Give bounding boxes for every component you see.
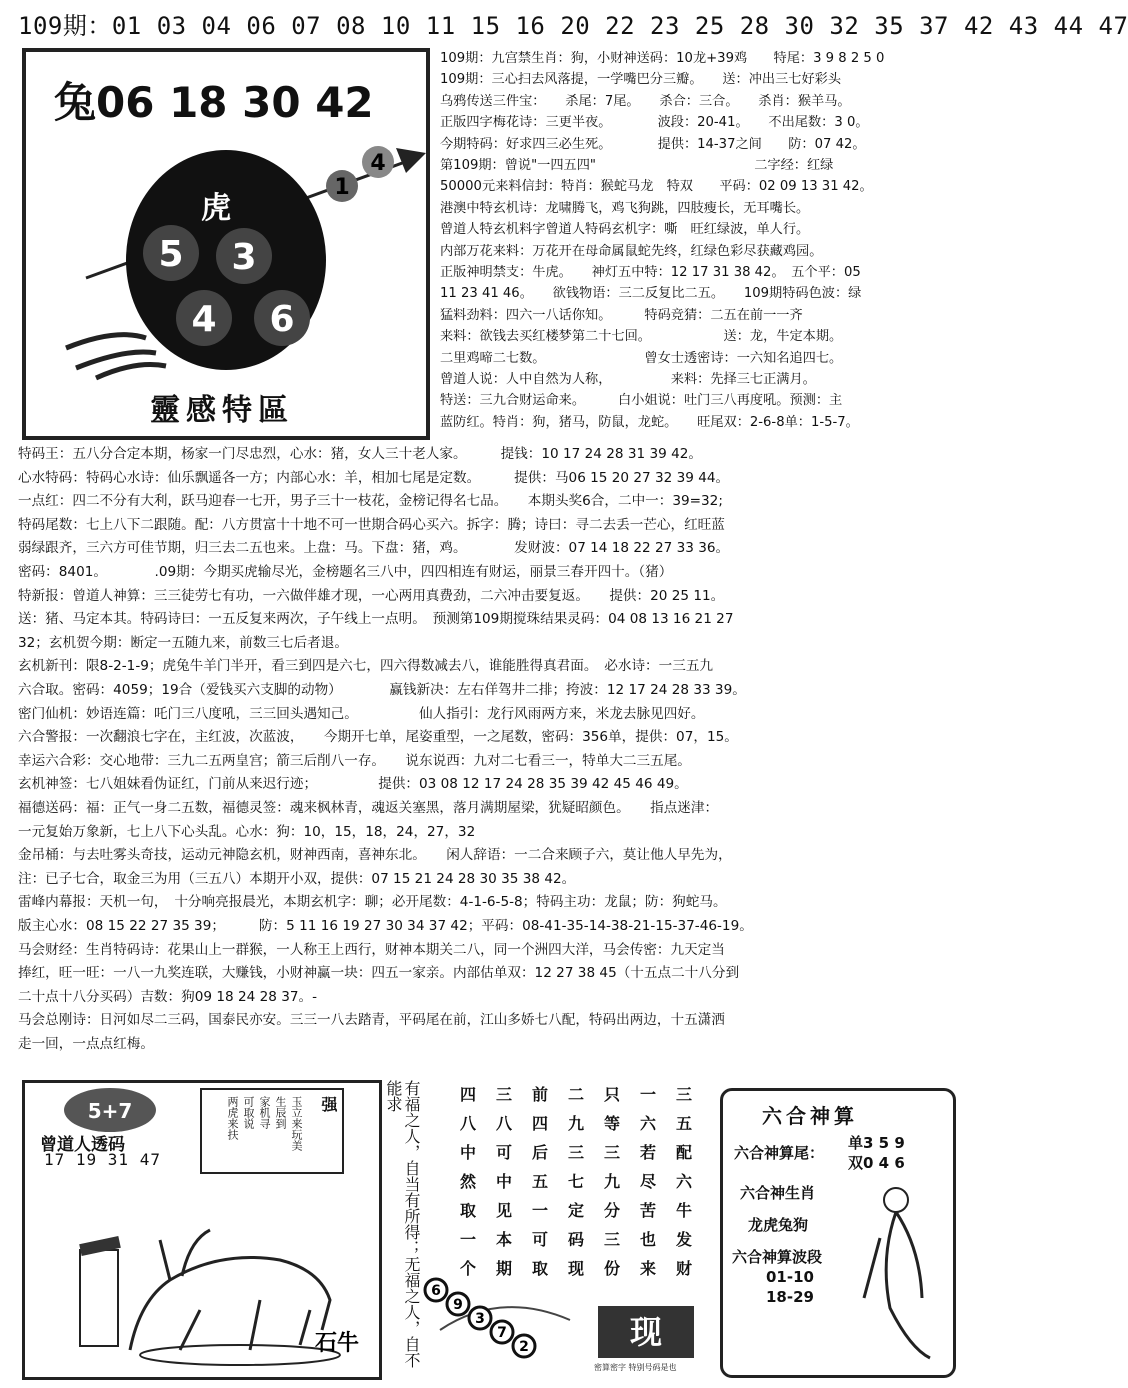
ox-caption: 石牛 [315, 1331, 360, 1356]
logo-center-char: 虎 [201, 191, 231, 226]
ball-6 [254, 290, 310, 346]
stamp: 现 [598, 1306, 694, 1358]
poem-char: 然 [459, 1172, 476, 1191]
svg-text:4: 4 [370, 151, 386, 176]
poem-char: 只 [603, 1085, 620, 1104]
svg-text:9: 9 [453, 1297, 463, 1313]
logo-graphic [26, 128, 426, 388]
right-line: 港澳中特玄机诗：龙啸腾飞，鸡飞狗跳，四肢瘦长，无耳嘴长。 [440, 200, 810, 216]
text-line: 六合取。密码：4059；19合（爱钱买六支脚的动物） 赢钱新决：左右佯驾井二排；挎波：12 17 24 28 33 39。 [18, 682, 746, 698]
ball-4 [176, 290, 232, 346]
svg-text:7: 7 [497, 1325, 507, 1341]
poem-char: 六 [639, 1114, 656, 1133]
lhs-tail-double: 双0 4 6 [848, 1154, 905, 1172]
text-line: 32；玄机贺今期：断定一五随九来，前数三七后者退。 [18, 634, 348, 651]
poem-char: 中 [459, 1143, 476, 1162]
text-line: 注：已子七合，取金三为用（三五八）本期开小双，提供：07 15 21 24 28 30 35 38 42。 [18, 870, 576, 887]
right-line: 109期：三心扫去风落提，一学嘴巴分三瓣。 送：冲出三七好彩头 [440, 72, 842, 88]
text-line: 幸运六合彩：交心地带：三九二五两皇宫；箭三后削八一存。 说东说西：九对二七看三一，特单大二三五尾。 [18, 752, 691, 769]
lucky-ball [447, 1293, 469, 1315]
text-line: 一点红：四二不分有大利，跃马迎春一七开，男子三十一枝花，金榜记得名七品。 本期头奖6合，二中一：39=32; [18, 493, 723, 510]
poem-char: 尽 [639, 1172, 656, 1191]
right-line: 来料：欲钱去买红楼梦第二十七回。 送：龙，牛定本期。 [440, 329, 843, 345]
lhs-tail-single: 单3 5 9 [848, 1134, 905, 1152]
poem-char: 八 [459, 1114, 476, 1133]
right-line: 曾道人特玄机料字曾道人特码玄机字：嘶 旺红绿波，单人行。 [440, 222, 810, 238]
text-line: 特新报：曾道人神算：三三徒劳七有功，一六做伴雄才现，一心两用真费劲，二六冲击要复返。 提供：20 25 11。 [18, 587, 725, 604]
svg-text:5: 5 [158, 234, 184, 275]
lucky-balls [425, 1279, 535, 1357]
text-line: 二十点十八分买码）吉数：狗09 18 24 28 37。- [18, 988, 317, 1005]
right-line: 50000元来料信封：特肖：猴蛇马龙 特双 平码：02 09 13 31 42。 [440, 179, 873, 195]
balls-row [420, 1270, 580, 1380]
poem-char: 可 [531, 1230, 548, 1249]
poem-char: 若 [639, 1143, 656, 1162]
right-line: 猛料劲料：四六一八话你知。 特码竞猜：二五在前一一齐 [440, 307, 803, 323]
poem-char: 个 [459, 1259, 476, 1278]
text-line: 金吊桶：与去吐雾头奇技，运动元神隐玄机，财神西南，喜神东北。 闲人辞语：一二合来顾子六，莫让他人早先为， [18, 847, 732, 864]
poem-char: 三 [675, 1085, 692, 1104]
svg-text:6: 6 [269, 299, 295, 340]
poem-char: 也 [639, 1230, 656, 1249]
poem-char: 期 [495, 1259, 512, 1278]
right-line: 二里鸡啼二七数。 曾女士透密诗：一六知名追四七。 [440, 350, 843, 366]
poem-char: 二 [567, 1085, 584, 1104]
lhs-tail-label: 六合神算尾： [734, 1144, 825, 1162]
seven-char-poem [450, 1082, 702, 1279]
poem-char: 见 [495, 1201, 512, 1220]
poem-char: 来 [639, 1259, 656, 1278]
poem-char: 一 [531, 1201, 548, 1220]
text-line: 心水特码：特码心水诗：仙乐飘遥各一方；内部心水：羊，相加七尾是定数。 提供：马06 15 20 27 32 39 44。 [18, 469, 730, 486]
right-line: 乌鸦传送三件宝： 杀尾：7尾。 杀合：三合。 杀肖：猴羊马。 [440, 93, 851, 109]
poem-char: 三 [567, 1143, 584, 1162]
lhs-wave-label: 六合神算波段 [732, 1248, 823, 1266]
poem-char: 五 [675, 1114, 692, 1133]
poem-char: 后 [531, 1143, 548, 1162]
text-line: 马会财经：生肖特码诗：花果山上一群猴，一人称王上西行，财神本期关二八，同一个洲四大洋，马会传密：九天定当 [18, 941, 725, 958]
right-line: 特送：三九合财运命来。 白小姐说：吐门三八再度吼。预测：主 [440, 393, 843, 409]
text-line: 捧红，旺一旺：一八一九奖连联，大赚钱，小财神赢一块：四五一家亲。内部估单双：12 27 38 45（十五点二十八分到 [18, 965, 740, 982]
poem-char: 配 [675, 1143, 692, 1162]
svg-text:2: 2 [519, 1339, 529, 1355]
svg-text:4: 4 [191, 299, 217, 340]
poem-char: 码 [567, 1230, 584, 1249]
right-line: 正版神明禁支：牛虎。 神灯五中特：12 17 31 38 42。 五个平：05 [440, 265, 861, 280]
poem-char: 八 [495, 1114, 512, 1133]
poem-char: 定 [567, 1201, 584, 1220]
poem-char: 三 [603, 1230, 620, 1249]
poem-char: 苦 [639, 1201, 656, 1220]
svg-text:3: 3 [231, 237, 257, 278]
poem-char: 可 [495, 1143, 512, 1162]
right-line: 正版四字梅花诗：三更半夜。 波段：20-41。 不出尾数：3 0。 [440, 115, 869, 131]
text-line: 六合警报：一次翻浪七字在，主红波，次蓝波， 今期开七单，尾姿重型，一之尾数，密码：356单，提供：07，15。 [18, 729, 738, 746]
lhs-wave-2: 18-29 [766, 1288, 814, 1306]
text-line: 玄机新刊：限8-2-1-9；虎兔牛羊门半开，看三到四是六七，四六得数减去八，谁能胜得真君面。 必水诗：一三五九 [18, 658, 714, 675]
svg-text:3: 3 [475, 1311, 485, 1327]
poem-char: 发 [675, 1230, 692, 1249]
right-line: 今期特码：好求四三必生死。 提供：14-37之间 防：07 42。 [440, 136, 866, 152]
svg-text:1: 1 [334, 175, 350, 200]
lucky-ball [513, 1335, 535, 1357]
poem-char: 等 [603, 1114, 620, 1133]
poem-char: 五 [531, 1172, 548, 1191]
right-line: 第109期：曾说"一四五四" 二字经：红绿 [440, 158, 834, 173]
right-line: 蓝防红。特肖：狗，猪马，防鼠，龙蛇。 旺尾双：2-6-8单：1-5-7。 [440, 414, 859, 430]
right-line: 11 23 41 46。 欲钱物语：三二反复比二五。 109期特码色波：绿 [440, 286, 862, 302]
text-line: 一元复始万象新，七上八下心头乱。心水：狗：10，15，18，24，27，32 [18, 823, 476, 840]
poem-char: 一 [459, 1230, 476, 1249]
ball-3 [216, 228, 272, 284]
lhs-zodiac-values: 龙虎兔狗 [748, 1216, 809, 1234]
small-ball-1 [326, 170, 358, 202]
logo-caption: 靈感特區 [150, 393, 294, 428]
stamp-caption: 密算密字 特别号码是也 [594, 1363, 677, 1372]
poem-char: 前 [531, 1085, 548, 1104]
poem-char: 取 [531, 1259, 548, 1278]
lhs-wave-1: 01-10 [766, 1268, 814, 1286]
poem-char: 财 [675, 1259, 692, 1278]
text-line: 密码：8401。 .09期：今期买虎输尽光，金榜题名三八中，四四相连有财运，丽景三春开四十。（猪） [18, 564, 673, 580]
sage-figure [850, 1178, 950, 1368]
poem-char: 现 [567, 1259, 584, 1278]
small-ball-2 [362, 146, 394, 178]
poem-char: 三 [495, 1085, 512, 1104]
poem-char: 七 [567, 1172, 584, 1191]
zeng-label: 曾道人透码 [40, 1135, 125, 1155]
right-line: 109期：九宫禁生肖：狗，小财神送码：10龙+39鸡 特尾：3 9 8 2 5 0 [440, 51, 885, 66]
poem-char: 取 [459, 1201, 476, 1220]
lhs-zodiac-label: 六合神生肖 [740, 1184, 816, 1202]
poem-box: 强 玉立来玩美 生辰到 家机寻 可取说 两虎来扶 [200, 1088, 344, 1174]
poem-char: 三 [603, 1143, 620, 1162]
svg-text:5+7: 5+7 [87, 1099, 133, 1123]
text-line: 弱绿跟齐，三六方可佳节期，归三去二五也来。上盘：马。下盘：猪，鸡。 发财波：07 14 18 22 27 33 36。 [18, 540, 730, 557]
text-line: 福德送码：福：正气一身二五数，福德灵签：魂来枫林青，魂返关塞黑，落月满期屋梁，犹疑昭颜色。 指点迷津： [18, 800, 719, 816]
text-line: 走一回，一点点红梅。 [18, 1036, 154, 1052]
logo-title: 兔06 18 30 42 [54, 78, 374, 127]
poem-char: 牛 [675, 1201, 692, 1220]
lucky-ball [469, 1307, 491, 1329]
zeng-numbers: 17 19 31 47 [44, 1150, 161, 1169]
ox-figure [60, 1180, 360, 1370]
text-line: 马会总刚诗：日河如尽二三码，国泰民亦安。三三一八去踏青，平码尾在前，江山多娇七八配，特码出两边，十五潇洒 [18, 1012, 725, 1029]
text-line: 雷峰内幕报：天机一句， 十分响亮报晨光，本期玄机字：聊；必开尾数：4-1-6-5-8；特码主功：龙鼠；防：狗蛇马。 [18, 894, 727, 911]
ball-5 [143, 225, 199, 281]
vertical-proverb: 有福之人，自当有所得；无福之人，自不能求 [384, 1080, 421, 1368]
poem-char: 中 [495, 1172, 512, 1191]
poem-char: 四 [459, 1085, 476, 1104]
poem-char: 本 [495, 1230, 512, 1249]
right-line: 内部万花来料：万花开在母命属鼠蛇先终，红绿色彩尽获藏鸡园。 [440, 243, 823, 259]
poem-char: 六 [675, 1172, 692, 1191]
top-line-numbers: 109期：01 03 04 06 07 08 10 11 15 16 20 22 23 25 28 30 32 35 37 42 43 44 47 [18, 12, 1128, 40]
text-line: 版主心水：08 15 22 27 35 39； 防：5 11 16 19 27 30 34 37 42；平码：08-41-35-14-38-21-15-37-46-19。 [18, 918, 753, 934]
poem-char: 九 [603, 1172, 620, 1191]
text-line: 玄机神签：七八姐妹看伪证红，门前从来迟行迹； 提供：03 08 12 17 24 28 35 39 42 45 46 49。 [18, 776, 688, 793]
lucky-ball [491, 1321, 513, 1343]
poem-char: 九 [567, 1114, 584, 1133]
poem-char: 一 [639, 1085, 656, 1104]
lucky-ball [425, 1279, 447, 1301]
text-line: 特码尾数：七上八下二跟随。配：八方贯富十十地不可一世期合码心买六。拆字：腾；诗曰：寻二去丢一芒心，红旺蓝 [18, 516, 725, 533]
lhs-title: 六合神算 [762, 1104, 858, 1128]
text-line: 密门仙机：妙语连篇：吒门三八度吼，三三回头遇知己。 仙人指引：龙行风雨两方来，米龙去脉见四好。 [18, 705, 705, 722]
poem-char: 四 [531, 1114, 548, 1133]
poem-char: 分 [603, 1201, 620, 1220]
svg-text:6: 6 [431, 1283, 441, 1299]
text-line: 特码王：五八分合定本期，杨家一门尽忠烈，心水：猪，女人三十老人家。 提钱：10 17 24 28 31 39 42。 [18, 446, 702, 462]
poem-char: 份 [603, 1259, 620, 1278]
right-line: 曾道人说：人中自然为人称， 来料：先择三七正满月。 [440, 372, 816, 387]
text-line: 送：猪、马定本其。特码诗曰：一五反复来两次，子午线上一点明。 预测第109期搅珠结果灵码：04 08 13 16 21 27 [18, 611, 734, 628]
